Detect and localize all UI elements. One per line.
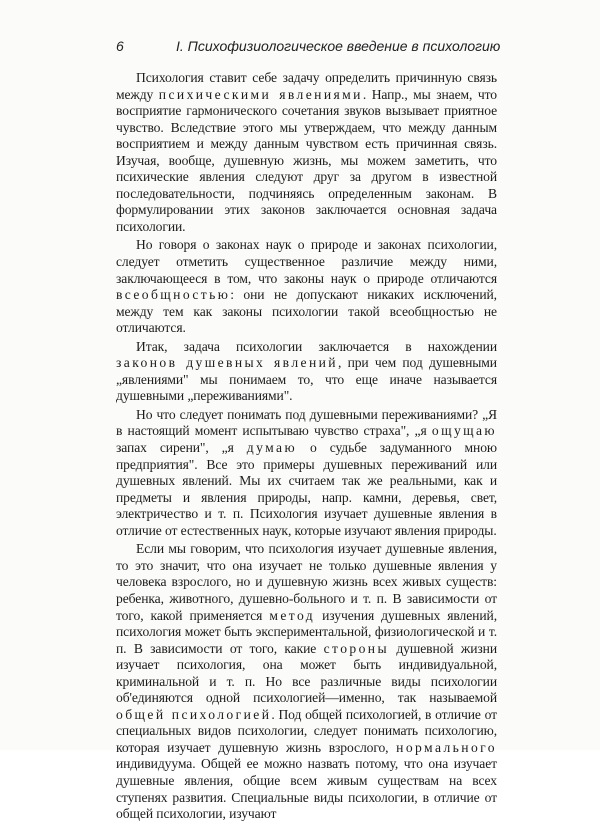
spaced-emphasis: всеобщностью <box>116 287 231 303</box>
spaced-emphasis: психическими явлениями <box>158 86 363 102</box>
spaced-emphasis: законов душевных явлений <box>116 355 338 371</box>
spaced-emphasis: стороны <box>323 640 389 656</box>
paragraph-1: Психология ставит себе задачу определить причинную связь между психическими явлениями. Напр., мы знаем, что восприятие гармонического сочетания звуков вызывает приятное чувство. Вследствие этого мы утверждаем, что между данным восприятием и между данным чувством есть причинная связь. Изучая, вообще, душевную жизнь, мы можем заметить, что психические явления следуют друг за другом в известной последовательности, подчиняясь определенным законам. В формулировании этих законов заключается основная задача психологии. <box>116 70 497 234</box>
spaced-emphasis: общей психологией <box>116 706 272 722</box>
running-title: I. Психофизиологическое введение в психологию <box>176 38 501 54</box>
paragraph-5: Если мы говорим, что психология изучает душевные явления, то это значит, что она изучает не только душевные явления у человека взрослого, но и душевную жизнь всех живых существ: ребенка, животного, душевно-больного и т. п. В зависимости от того, какой применяется метод изучения душевных явлений, психология может быть экспериментальной, физиологической и т. п. В зависимости от того, какие стороны душевной жизни изучает психология, она может быть индивидуальной, криминальной и т. п. Но все различные виды психологии об'единяются одной психологией—именно, так называемой общей психологией. Под общей психологией, в отличие от специальных видов психологии, следует понимать психологию, которая изучает душевную жизнь взрослого, нормального индивидуума. Общей ее можно назвать потому, что она изучает душевные явления, общие всем живым существам на всех ступенях развития. Специальные виды психологии, в отличие от общей психологии, изучают <box>116 541 498 822</box>
spaced-emphasis: метод <box>269 607 316 623</box>
spaced-emphasis: ощущаю <box>431 423 497 439</box>
paragraph-4: Но что следует понимать под душевными переживаниями? „Я в настоящий момент испытываю чувство страха", „я ощущаю запах сирени", „я думаю о судьбе задуманного мною предприятия". Все это примеры душевных переживаний или душевных явлений. Мы их считаем так же реальными, как и предметы и явления природы, напр. камни, деревья, свет, электричество и т. п. Психология изучает душевные явления в отличие от естественных наук, которые изучают явления природы. <box>116 406 497 538</box>
spaced-emphasis: нормального <box>396 739 497 755</box>
paragraph-2: Но говоря о законах наук о природе и законах психологии, следует отметить существенное различие между ними, заключающееся в том, что законы наук о природе отличаются всеобщностью: они не допускают никаких исключений, между тем как законы психологии такой всеобщностью не отличаются. <box>116 237 497 336</box>
spaced-emphasis: думаю <box>246 440 297 456</box>
running-header <box>116 38 516 60</box>
body-text <box>116 70 497 823</box>
paragraph-3: Итак, задача психологии заключается в нахождении законов душевных явлений, при чем под душевными „явлениями" мы понимаем то, что еще иначе называется душевными „переживаниями". <box>116 338 497 404</box>
page-number: 6 <box>116 38 124 54</box>
